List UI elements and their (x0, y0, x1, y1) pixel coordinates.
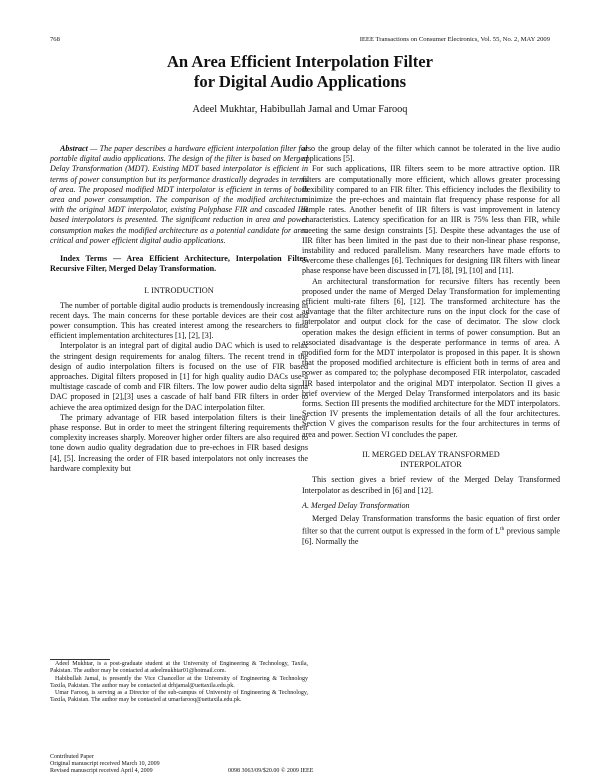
manuscript-info (50, 754, 160, 776)
paper-title-line-2: for Digital Audio Applications (193, 72, 407, 91)
page-number: 768 (50, 36, 60, 43)
contributed-paper: Contributed Paper (50, 754, 94, 760)
author-list: Adeel Mukhtar, Habibullah Jamal and Umar Farooq (192, 104, 408, 115)
subsection-a-paragraph (302, 514, 560, 547)
right-column (302, 144, 560, 547)
superscript-th: th (500, 526, 505, 533)
received-date: Original manuscript received March 10, 2009 (50, 761, 160, 768)
footnote: Adeel Mukhtar, is a post-graduate student at the University of Engineering & Technology, Taxila, Pakistan. The author may be contacted at adeelmukhtar01@hotmail.com. (50, 661, 308, 675)
body-paragraph: An architectural transformation for recursive filters has recently been proposed under the name of Merged Delay Transformation for implementing efficient multi-rate filters [6], [12]. The transformed architecture has the advantage that the filter architecture runs on the input clock for the case of interpolator and output clock for the case of decimator. The slow clock operation makes the design efficient in terms of power consumption. But an associated disadvantage is the desperate performance in terms of area. A modified form for the MDT interpolator is proposed in this paper. It is shown that the proposed modified architecture is efficient both in terms of area and power as compared to; the polyphase decomposed FIR interpolator, cascaded IIR based interpolator and the original MDT interpolator. Section II gives a brief overview of the Merged Delay Transformed interpolators and its basic forms. Section III presents the modified architecture for the MDT interpolators. Section IV presents the implementation details of all the four architectures. Section V gives the comparison results for the four architectures in terms of area and power. Section VI concludes the paper. (302, 276, 560, 439)
footnotes (50, 661, 308, 705)
section-2-heading-line-1: II. MERGED DELAY TRANSFORMED (362, 449, 500, 459)
intro-paragraph: Interpolator is an integral part of digital audio DAC which is used to relax the stringent design requirements for analog filters. The recent trend in the design of audio interpolation filters is focused on the use of FIR based approaches. Digital filters proposed in [1] for high quality audio DACs use a multistage cascade of comb and FIR filters. The low power audio delta sigma DAC proposed in [2],[3] uses a cascade of half band FIR filters in order to achieve the area optimized design for the DAC interpolation filter. (50, 341, 308, 412)
section-1-heading: I. INTRODUCTION (144, 286, 214, 296)
subsection-a-text-end: previous sample [6]. Normally the (302, 526, 560, 546)
abstract (50, 144, 308, 246)
revised-date: Revised manuscript received April 4, 2009 (50, 768, 153, 775)
subsection-a-text: Merged Delay Transformation transforms the basic equation of first order filter so that the current output is expressed in the form of L (302, 513, 560, 536)
section-2-heading-line-2: INTERPOLATOR (400, 460, 462, 470)
index-terms: Index Terms — Area Efficient Architecture, Interpolation Filter, Recursive Filter, Merged Delay Transformation. (50, 254, 308, 274)
abstract-label: Abstract (60, 144, 88, 153)
footnote: Habibullah Jamal, is presently the Vice Chancellor at the University of Engineering & Technology Taxila, Pakistan. The author may be contacted at drhjamal@uettaxila.edu.pk. (50, 675, 308, 689)
paper-title-line-1: An Area Efficient Interpolation Filter (166, 52, 434, 71)
footnote-rule (50, 659, 110, 660)
left-column (50, 144, 308, 474)
footnote: Umar Farooq, is serving as a Director of the sub-campus of University of Engineering & Technology, Taxila, Pakistan. The author may be contacted at umarfarooq@uettaxila.edu.pk. (50, 690, 308, 704)
section-2-paragraph: This section gives a brief review of the Merged Delay Transformed Interpolator as described in [6] and [12]. (302, 475, 560, 495)
intro-paragraph: The number of portable digital audio products is tremendously increasing in recent days. The main concerns for these portable devices are their cost and power consumption. This has created interest among the researchers to find efficient implementation architectures [1], [2], [3]. (50, 300, 308, 341)
body-paragraph: For such applications, IIR filters seem to be more attractive option. IIR filters are computationally more efficient, which allows greater processing flexibility compared to an FIR filter. This efficiency includes the flexibility to minimize the pre-echoes and maintain flat frequency phase response for all sample rates. Another benefit of IIR filters is vast improvement in latency characteristics. Latency specification for an IIR is 75% less than FIR, while meeting the same design constraints [5]. Despite these advantages the use of IIR filter has been limited in the past due to their non-linear phase response, instability and reduced parallelism. Many researchers have made efforts to overcome these challenges [6]. Techniques for designing IIR filters with linear phase response have been discussed in [7], [8], [9], [10] and [11]. (302, 164, 560, 276)
body-paragraph: also the group delay of the filter which cannot be tolerated in the live audio applications [5]. (302, 144, 560, 164)
abstract-text: — The paper describes a hardware efficient interpolation filter for portable digital audio applications. The design of the filter is based on Merged Delay Transformation (MDT). Existing MDT based interpolator is efficient in terms of power consumption but its performance drastically degrades in terms of area. The proposed modified MDT interpolator is efficient in terms of both area and power consumption. The comparison of the modified architecture with the original MDT interpolator, existing Polyphase FIR and cascaded IIR based interpolators is presented. The significant reduction in area and power consumption makes the modified architecture as a potential candidate for area critical and power efficient digital audio applications. (50, 144, 308, 245)
journal-header: IEEE Transactions on Consumer Electronics, Vol. 55, No. 2, MAY 2009 (359, 36, 550, 43)
subsection-a-heading: A. Merged Delay Transformation (302, 500, 410, 510)
intro-paragraph: The primary advantage of FIR based interpolation filters is their linear phase response. But in order to meet the stringent filtering requirements their complexity increases sharply. Moreover higher order filters are also required to tone down audio quality degradation due to pre-echoes in FIR based designs [4], [5]. Increasing the order of FIR based interpolators not only increases the hardware complexity but (50, 412, 308, 473)
copyright-line: 0098 3063/09/$20.00 © 2009 IEEE (228, 768, 314, 774)
